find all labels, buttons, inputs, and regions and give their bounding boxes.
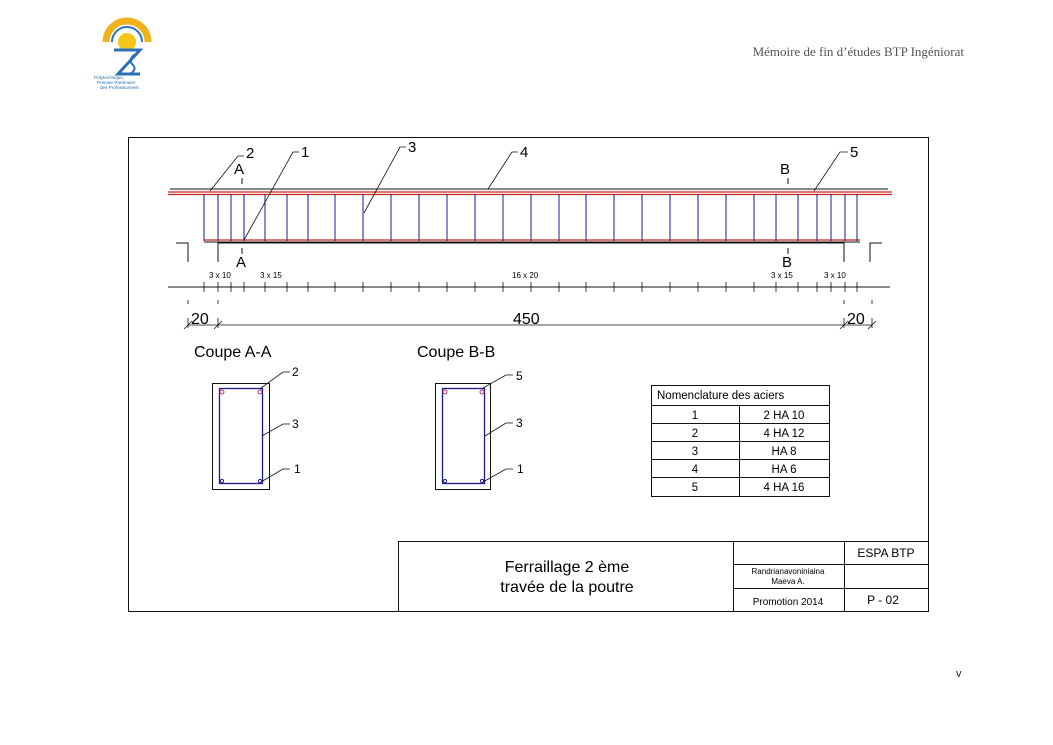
title-school: ESPA BTP <box>857 546 915 560</box>
stirrups-elevation <box>204 194 857 241</box>
leader-3 <box>364 147 406 213</box>
section-aa-concrete <box>213 384 270 490</box>
spacing-right-10: 3 x 10 <box>824 271 846 280</box>
nomenclature-row-desc: 4 HA 16 <box>763 482 805 494</box>
document-header: Mémoire de fin d’études BTP Ingéniorat <box>752 44 964 59</box>
nomenclature-row-desc: HA 8 <box>771 446 797 458</box>
section-bb-bar-top-right <box>480 390 484 394</box>
page-number: v <box>956 668 962 680</box>
section-bb-concrete <box>436 384 491 490</box>
section-aa-title: Coupe A-A <box>194 344 272 361</box>
nomenclature-title: Nomenclature des aciers <box>657 390 785 402</box>
title-author-line-1: Randrianavoniniaina <box>751 567 825 576</box>
section-bb-leader-bottom <box>483 469 513 482</box>
nomenclature-row-desc: HA 6 <box>771 464 797 476</box>
section-aa-leader-mid <box>262 424 290 436</box>
label-1: 1 <box>301 144 310 161</box>
logo-tagline-3: des Professionnels <box>100 85 139 90</box>
section-aa-bar-bottom-left <box>220 479 223 482</box>
section-bb <box>417 344 524 490</box>
title-line-2: travée de la poutre <box>500 579 634 596</box>
nomenclature-row-desc: 4 HA 12 <box>763 428 805 440</box>
section-aa-label-top: 2 <box>292 365 299 379</box>
nomenclature-row-num: 2 <box>691 428 699 440</box>
dim-support-left: 20 <box>191 311 209 328</box>
support-left <box>176 243 188 262</box>
title-block <box>399 542 929 612</box>
section-aa-stirrup <box>220 389 263 484</box>
section-a-top-label: A <box>234 161 245 178</box>
spacing-left-10: 3 x 10 <box>209 271 231 280</box>
section-bb-bar-bottom-left <box>443 479 446 482</box>
section-aa-leader-bottom <box>261 469 290 482</box>
title-promotion: Promotion 2014 <box>752 597 824 608</box>
title-author-line-2: Maeva A. <box>771 577 805 586</box>
spacing-left-15: 3 x 15 <box>260 271 282 280</box>
section-aa-leader-top <box>261 372 290 388</box>
section-b-top-label: B <box>780 161 791 178</box>
label-2: 2 <box>246 145 255 162</box>
beam-soffit <box>218 243 844 262</box>
nomenclature-row-desc: 2 HA 10 <box>763 410 805 422</box>
section-b-bottom-label: B <box>782 254 793 271</box>
section-bb-stirrup <box>443 389 485 484</box>
section-bb-label-mid: 3 <box>516 416 523 430</box>
section-aa <box>194 344 301 490</box>
section-aa-label-mid: 3 <box>292 417 299 431</box>
logo-tagline-2: Premier Partenaire <box>97 80 136 85</box>
label-3: 3 <box>408 139 417 156</box>
nomenclature-table <box>652 386 830 497</box>
drawing-frame <box>129 138 929 612</box>
title-line-1: Ferraillage 2 ème <box>504 559 630 576</box>
label-5: 5 <box>850 144 859 161</box>
section-bb-leader-mid <box>485 423 513 436</box>
section-aa-label-bottom: 1 <box>294 462 301 476</box>
spacing-right-15: 3 x 15 <box>771 271 793 280</box>
label-4: 4 <box>520 144 529 161</box>
section-bb-label-bottom: 1 <box>517 462 524 476</box>
section-aa-bar-top-right <box>258 390 262 394</box>
section-bb-bar-top-left <box>443 390 447 394</box>
leader-5 <box>814 152 848 191</box>
leader-4 <box>488 152 518 189</box>
support-right <box>870 243 882 262</box>
section-bb-title: Coupe B-B <box>417 344 496 361</box>
dim-support-right: 20 <box>847 311 865 328</box>
nomenclature-row-num: 1 <box>691 410 699 422</box>
logo-tagline-1: Polytechnique, <box>94 75 125 80</box>
nomenclature-row-num: 4 <box>691 464 699 476</box>
beam-elevation <box>168 139 892 329</box>
dim-span: 450 <box>513 311 540 328</box>
spacing-middle: 16 x 20 <box>512 271 539 280</box>
title-sheet-number: P - 02 <box>867 593 899 607</box>
nomenclature-row-num: 5 <box>691 482 699 494</box>
section-aa-bar-top-left <box>220 390 224 394</box>
section-a-bottom-label: A <box>236 254 247 271</box>
section-bb-label-top: 5 <box>516 369 523 383</box>
leader-1 <box>244 152 299 240</box>
nomenclature-row-num: 3 <box>691 446 699 458</box>
section-bb-leader-top <box>483 375 513 388</box>
